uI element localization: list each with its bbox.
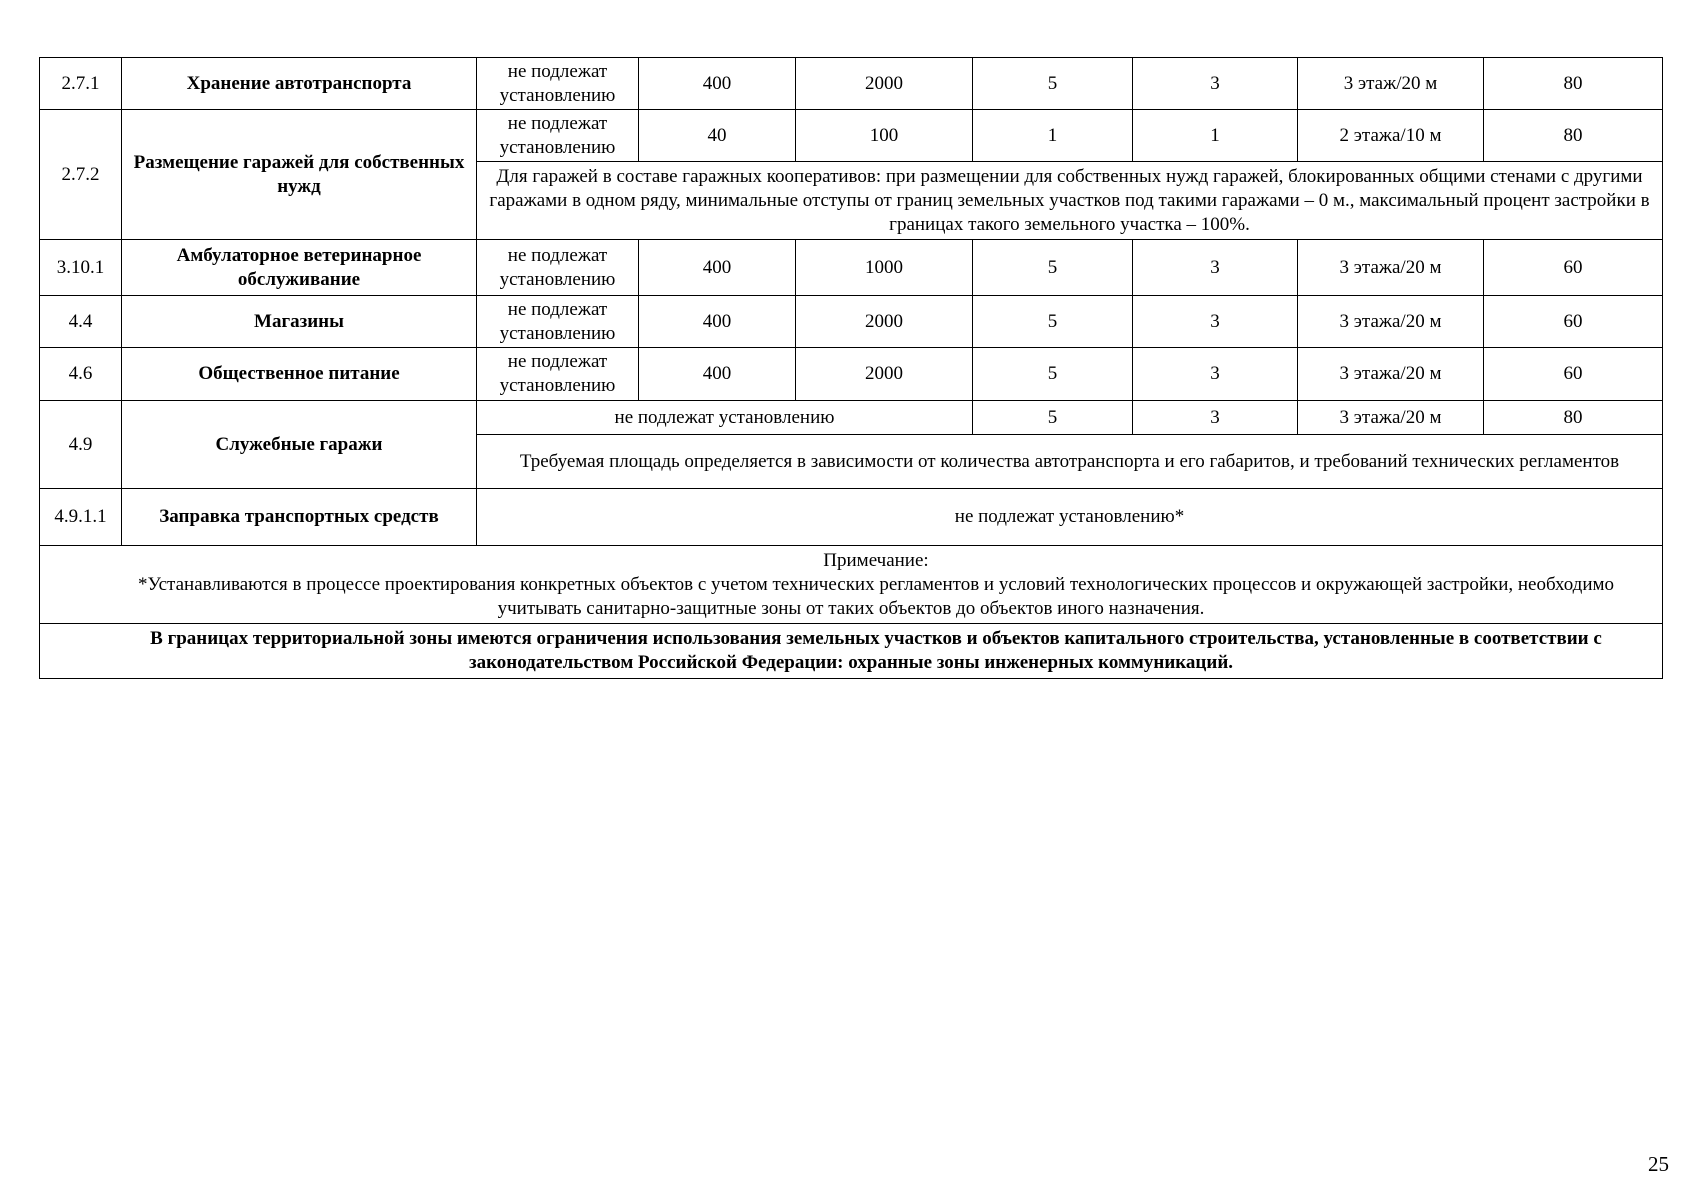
row-name: Амбулаторное ветеринарное обслуживание	[122, 240, 477, 296]
row-name: Размещение гаражей для собственных нужд	[122, 110, 477, 240]
row-name: Служебные гаражи	[122, 401, 477, 489]
row-value: 1	[1133, 110, 1298, 162]
row-value: 400	[639, 240, 796, 296]
row-value: 100	[796, 110, 973, 162]
row-value: 80	[1484, 110, 1663, 162]
row-value: 400	[639, 58, 796, 110]
restriction-row	[40, 624, 1663, 679]
row-value: 2000	[796, 58, 973, 110]
row-code: 2.7.2	[40, 110, 122, 240]
row-value: 3	[1133, 240, 1298, 296]
row-value: 3 этажа/20 м	[1298, 348, 1484, 401]
row-code: 4.6	[40, 348, 122, 401]
row-value: 5	[973, 348, 1133, 401]
table-row	[40, 489, 1663, 546]
row-value: 1	[973, 110, 1133, 162]
row-min-area-value: не подлежат установлению	[477, 296, 639, 348]
row-value: 40	[639, 110, 796, 162]
row-code: 3.10.1	[40, 240, 122, 296]
row-value: 80	[1484, 58, 1663, 110]
row-code: 2.7.1	[40, 58, 122, 110]
row-value: 3	[1133, 296, 1298, 348]
row-value: 3 этажа/20 м	[1298, 296, 1484, 348]
footnote-row	[40, 546, 1663, 624]
regulations-table	[39, 57, 1663, 679]
row-value: 80	[1484, 401, 1663, 435]
table-row	[40, 58, 1663, 110]
row-value: 2000	[796, 296, 973, 348]
page-number: 25	[1648, 1152, 1669, 1176]
restriction-note	[40, 624, 1663, 679]
table-row	[40, 296, 1663, 348]
row-value: 3 этажа/20 м	[1298, 240, 1484, 296]
row-note: Для гаражей в составе гаражных кооперативов: при размещении для собственных нужд гаражей, блокированных общими стенами с другими гаражами в одном ряду, минимальные отступы от границ земельных участков под такими гаражами – 0 м., максимальный процент застройки в границах такого земельного участка – 100%.	[477, 162, 1663, 240]
row-name: Магазины	[122, 296, 477, 348]
row-min-area-value: не подлежат установлению	[477, 240, 639, 296]
footnote	[40, 546, 1663, 624]
row-value: 5	[973, 401, 1133, 435]
row-value: 2 этажа/10 м	[1298, 110, 1484, 162]
row-value: 5	[973, 58, 1133, 110]
row-value: 3	[1133, 58, 1298, 110]
row-value: 5	[973, 296, 1133, 348]
row-value: 3	[1133, 401, 1298, 435]
row-value: 60	[1484, 348, 1663, 401]
table-row	[40, 240, 1663, 296]
footnote-title: Примечание:	[823, 549, 929, 571]
row-name: Хранение автотранспорта	[122, 58, 477, 110]
row-min-area-value: не подлежат установлению	[477, 348, 639, 401]
restriction-text: В границах территориальной зоны имеются ограничения использования земельных участков и объектов капитального строительства, установленные в соответствии с законодательством Российской Федерации: охранные зоны инженерных коммуникаций.	[150, 628, 1602, 673]
row-min-area-value: не подлежат установлению	[477, 110, 639, 162]
row-value: 3	[1133, 348, 1298, 401]
row-value: 5	[973, 240, 1133, 296]
row-min-area-value: не подлежат установлению	[477, 58, 639, 110]
row-value: 400	[639, 296, 796, 348]
row-merged-value: не подлежат установлению*	[477, 489, 1663, 546]
row-note: Требуемая площадь определяется в зависимости от количества автотранспорта и его габаритов, и требований технических регламентов	[477, 435, 1663, 489]
row-code: 4.9.1.1	[40, 489, 122, 546]
row-name: Общественное питание	[122, 348, 477, 401]
row-value: 3 этаж/20 м	[1298, 58, 1484, 110]
row-value: 3 этажа/20 м	[1298, 401, 1484, 435]
row-merged-value: не подлежат установлению	[477, 401, 973, 435]
table-row	[40, 401, 1663, 435]
row-value: 400	[639, 348, 796, 401]
table-row	[40, 110, 1663, 162]
row-value: 60	[1484, 240, 1663, 296]
row-code: 4.4	[40, 296, 122, 348]
row-value: 2000	[796, 348, 973, 401]
row-value: 60	[1484, 296, 1663, 348]
row-code: 4.9	[40, 401, 122, 489]
row-value: 1000	[796, 240, 973, 296]
footnote-text: *Устанавливаются в процессе проектирования конкретных объектов с учетом технических регламентов и условий технологических процессов и окружающей застройки, необходимо учитывать санитарно-защитные зоны от таких объектов до объектов иного назначения.	[137, 573, 1615, 619]
table-row	[40, 348, 1663, 401]
row-name: Заправка транспортных средств	[122, 489, 477, 546]
